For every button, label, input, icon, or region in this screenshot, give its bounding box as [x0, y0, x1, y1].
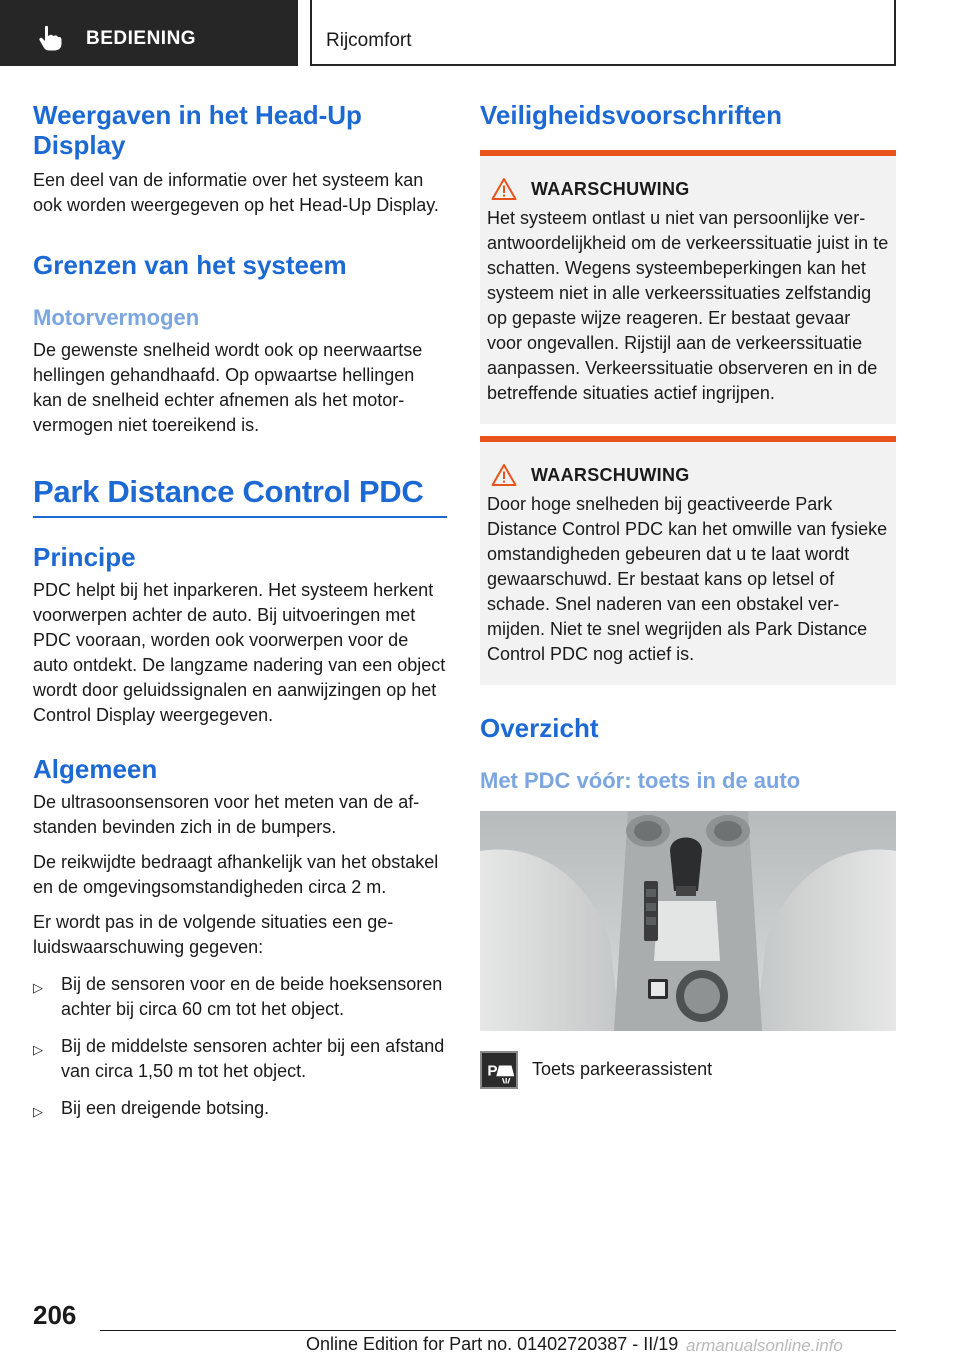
chapter-tab: [310, 0, 896, 66]
limits-heading: Grenzen van het systeem: [33, 250, 347, 280]
general-paragraph-1: De ultrasoonsensoren voor het meten van de afstanden bevinden zich in de bumpers.: [33, 792, 420, 837]
right-column: [480, 100, 896, 1089]
list-item-text: Bij de sensoren voor en de beide hoeksensoren achter bij circa 60 cm tot het object.: [61, 974, 443, 1019]
hud-paragraph: Een deel van de informatie over het systeem kan ook worden weergegeven op het Head-Up Display.: [33, 170, 439, 215]
left-column: [33, 100, 447, 1121]
list-item-text: Bij een dreigende botsing.: [61, 1098, 270, 1118]
park-assist-key-icon: [480, 1051, 518, 1089]
center-console-illustration: [480, 811, 896, 1031]
hand-pointer-icon: [36, 24, 64, 52]
bullet-triangle-icon: ▷: [33, 1042, 43, 1057]
edition-text: Online Edition for Part no. 01402720387 - II/19: [306, 1334, 679, 1354]
warning-box-2: [480, 436, 896, 685]
warning-box-1: [480, 150, 896, 424]
principle-heading: Principe: [33, 542, 136, 572]
watermark: armanualsonline.info: [686, 1336, 843, 1355]
page-header: [0, 0, 960, 66]
photo-caption: Toets parkeerassistent: [532, 1059, 713, 1079]
bullet-triangle-icon: ▷: [33, 1104, 43, 1119]
section-label: BEDIENING: [86, 28, 197, 49]
safety-heading: Veiligheidsvoorschriften: [480, 100, 782, 130]
principle-paragraph: PDC helpt bij het inparkeren. Het systeem herkent voorwerpen achter de auto. Bij uitvoeringen met PDC vooraan, worden ook voorwerpen voor de auto ontdekt. De langzame nadering van een object wordt door geluidssignalen en aanwijzingen op het Control Display weergegeven.: [33, 580, 446, 725]
warning-title: WAARSCHUWING: [531, 464, 690, 485]
page-number: 206: [33, 1300, 77, 1330]
list-item: [33, 1034, 447, 1084]
list-item: [33, 1096, 447, 1121]
warning-text: Het systeem ontlast u niet van persoonlijke verantwoordelijkheid om de verkeerssituatie juist in te schatten. Wegens systeembeperkingen kan het systeem niet in alle verkeerssituaties zelfstandig op gepaste wijze reageren. Er bestaat gevaar voor ongevallen. Rijstijl aan de verkeerssituatie aanpassen. Verkeerssituatie observeren en in de betreffende situaties actief ingrijpen.: [487, 208, 889, 403]
pdc-heading-rule: [33, 516, 447, 518]
list-item: [33, 972, 447, 1022]
warning-conditions-list: [33, 972, 447, 1121]
overview-heading: Overzicht: [480, 713, 599, 743]
warning-title: WAARSCHUWING: [531, 178, 690, 199]
hud-heading: Weergaven in het Head-Up Display: [33, 100, 362, 160]
general-paragraph-2: De reikwijdte bedraagt afhankelijk van het obstakel en de omgevingsomstandigheden circa 2 m.: [33, 852, 439, 897]
warning-header: [487, 176, 889, 202]
caption-row: [480, 1051, 896, 1089]
warning-triangle-icon: [491, 463, 517, 487]
list-item-text: Bij de middelste sensoren achter bij een afstand van circa 1,50 m tot het object.: [61, 1036, 445, 1081]
warning-text: Door hoge snelheden bij geactiveerde Park Distance Control PDC kan het omwille van fysieke omstandigheden gebeuren dat u te laat wordt gewaarschuwd. Er bestaat kans op letsel of schade. Snel naderen van een obstakel vermijden. Niet te snel wegrijden als Park Distance Control PDC nog actief is.: [487, 494, 888, 664]
general-heading: Algemeen: [33, 754, 158, 784]
engine-paragraph: De gewenste snelheid wordt ook op neerwaartse hellingen gehandhaafd. Op opwaartse hellingen kan de snelheid echter afnemen als het motorvermogen niet toereikend is.: [33, 340, 423, 435]
chapter-label: Rijcomfort: [326, 30, 412, 51]
svg-text:P: P: [487, 1062, 498, 1080]
footer-rule: [100, 1330, 896, 1331]
bullet-triangle-icon: ▷: [33, 980, 43, 995]
front-pdc-heading: Met PDC vóór: toets in de auto: [480, 768, 801, 793]
engine-heading: Motorvermogen: [33, 305, 200, 330]
warning-triangle-icon: [491, 177, 517, 201]
general-paragraph-3: Er wordt pas in de volgende situaties een geluidswaarschuwing gegeven:: [33, 912, 394, 957]
section-tab: [0, 0, 298, 66]
center-console-photo: [480, 811, 896, 1031]
pdc-heading: Park Distance Control PDC: [33, 474, 424, 509]
warning-header: [487, 462, 889, 488]
